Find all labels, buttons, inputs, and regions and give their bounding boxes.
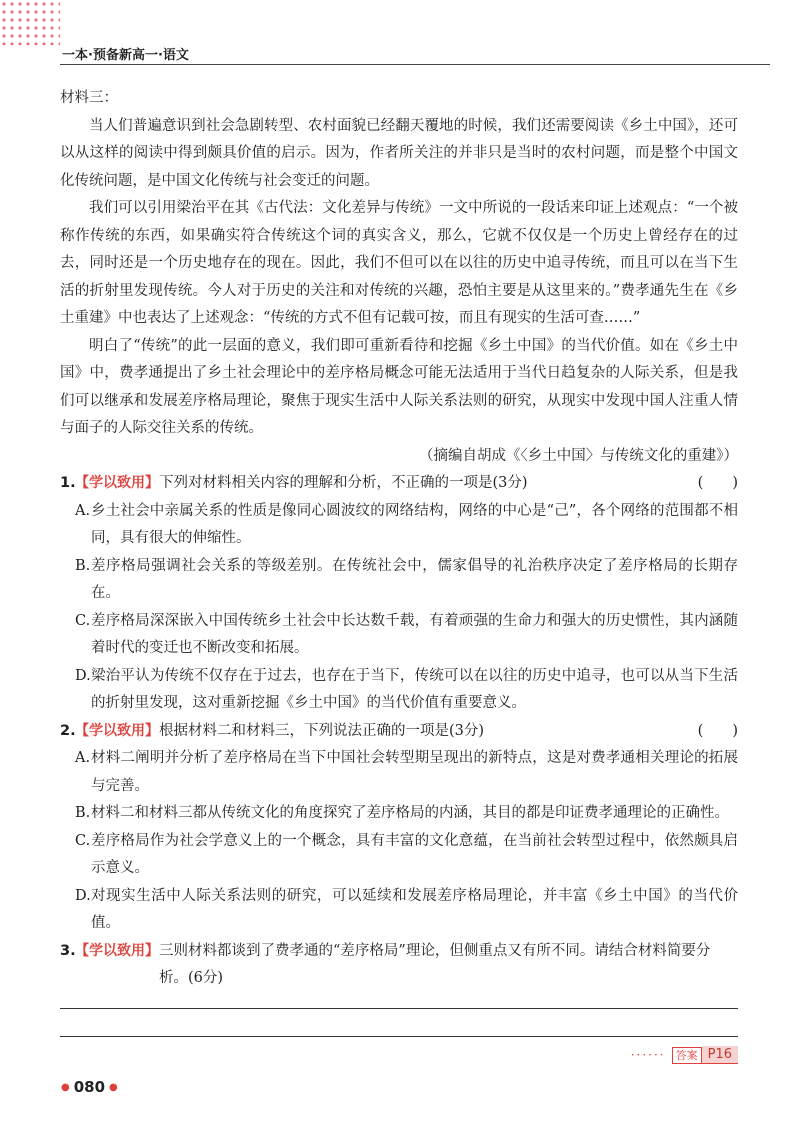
option-text: 材料二阐明并分析了差序格局在当下中国社会转型期呈现出的新特点，这是对费孝通相关理论的拓展与完善。	[91, 750, 738, 794]
main-content	[60, 85, 738, 993]
question-number: 1.	[60, 475, 76, 491]
option-c[interactable]	[60, 608, 738, 663]
option-d[interactable]	[60, 663, 738, 718]
material-paragraph: 明白了“传统”的此一层面的意义，我们即可重新看待和挖掘《乡土中国》的当代价值。如在《乡土中国》中，费孝通提出了乡土社会理论中的差序格局概念可能无法适用于当代日趋复杂的人际关系，但是我们可以继承和发展差序格局理论，聚焦于现实生活中人际关系法则的研究，从现实中发现中国人注重人情与面子的人际交往关系的传统。	[60, 337, 738, 436]
answer-page-ref: P16	[702, 1046, 738, 1064]
option-text: 材料二和材料三都从传统文化的角度探究了差序格局的内涵，其目的都是印证费孝通理论的正确性。	[91, 805, 729, 821]
option-d[interactable]	[60, 883, 738, 938]
answer-label: 答案	[672, 1047, 702, 1064]
answer-writing-line[interactable]	[60, 1036, 738, 1037]
option-letter: D.	[75, 667, 91, 684]
question-3	[60, 938, 738, 993]
question-2	[60, 718, 738, 746]
answer-bracket[interactable]: ( )	[697, 722, 738, 739]
option-letter: C.	[75, 832, 91, 849]
question-tag: 【学以致用】	[75, 475, 159, 491]
question-text: 三则材料都谈到了费孝通的“差序格局”理论，但侧重点又有所不同。请结合材料简要分析。(6分)	[159, 942, 711, 986]
question-1	[60, 470, 738, 498]
material-title: 材料三：	[60, 90, 118, 106]
answer-writing-line[interactable]	[60, 1008, 738, 1009]
option-letter: D.	[75, 887, 91, 904]
question-number: 2.	[60, 722, 76, 739]
option-letter: B.	[75, 805, 91, 821]
material-paragraph: 我们可以引用梁治平在其《古代法：文化差异与传统》一文中所说的一段话来印证上述观点：“一个被称作传统的东西，如果确实符合传统这个词的真实含义，那么，它就不仅仅是一个历史上曾经存在的过去，同时还是一个历史地存在的现在。因此，我们不但可以在以往的历史中追寻传统，而且可以在当下生活的折射里发现传统。今人对于历史的关注和对传统的兴趣，恐怕主要是从这里来的。”费孝通先生在《乡土重建》中也表达了上述观念：“传统的方式不但有记载可按，而且有现实的生活可查……”	[60, 200, 738, 326]
dot-icon: ●	[109, 1081, 118, 1093]
page-number-wrap	[57, 1078, 122, 1096]
option-a[interactable]	[60, 498, 738, 553]
option-letter: A.	[75, 750, 91, 766]
option-text: 差序格局作为社会学意义上的一个概念，具有丰富的文化意蕴，在当前社会转型过程中，依然颇具启示意义。	[91, 832, 738, 876]
material-source: （摘编自胡成《〈乡土中国〉与传统文化的重建》）	[419, 447, 738, 464]
header-divider	[60, 64, 770, 65]
question-text: 下列对材料相关内容的理解和分析，不正确的一项是(3分)	[159, 475, 528, 491]
book-title: 一本·预备新高一·语文	[62, 48, 189, 63]
page-number: 080	[73, 1078, 106, 1096]
question-text: 根据材料二和材料三，下列说法正确的一项是(3分)	[159, 722, 485, 739]
option-b[interactable]	[60, 553, 738, 608]
material-paragraph: 当人们普遍意识到社会急剧转型、农村面貌已经翻天覆地的时候，我们还需要阅读《乡土中国》，还可以从这样的阅读中得到颇具价值的启示。因为，作者所关注的并非只是当时的农村问题，而是整个中国文化传统问题，是中国文化传统与社会变迁的问题。	[60, 117, 738, 189]
option-text: 乡土社会中亲属关系的性质是像同心圆波纹的网络结构，网络的中心是“己”，各个网络的范围都不相同，具有很大的伸缩性。	[91, 502, 738, 546]
option-letter: A.	[75, 502, 91, 519]
question-tag: 【学以致用】	[75, 942, 159, 959]
option-c[interactable]	[60, 828, 738, 883]
decorative-dot-grid	[0, 0, 60, 45]
option-text: 差序格局强调社会关系的等级差别。在传统社会中，儒家倡导的礼治秩序决定了差序格局的长期存在。	[91, 557, 738, 601]
option-a[interactable]	[60, 745, 738, 800]
question-tag: 【学以致用】	[75, 722, 159, 739]
answer-bracket[interactable]: ( )	[697, 475, 738, 491]
dot-icon: ●	[61, 1081, 70, 1093]
question-number: 3.	[60, 942, 76, 959]
answer-reference	[588, 1046, 738, 1064]
dotted-leader: ······	[630, 1048, 666, 1062]
option-text: 梁治平认为传统不仅存在于过去，也存在于当下，传统可以在以往的历史中追寻，也可以从当下生活的折射里发现，这对重新挖掘《乡土中国》的当代价值有重要意义。	[91, 667, 738, 711]
option-text: 差序格局深深嵌入中国传统乡土社会中长达数千载，有着顽强的生命力和强大的历史惯性，其内涵随着时代的变迁也不断改变和拓展。	[91, 612, 738, 656]
option-b[interactable]	[60, 800, 738, 828]
option-letter: C.	[75, 612, 91, 629]
option-text: 对现实生活中人际关系法则的研究，可以延续和发展差序格局理论，并丰富《乡土中国》的当代价值。	[91, 887, 738, 931]
option-letter: B.	[75, 557, 91, 574]
